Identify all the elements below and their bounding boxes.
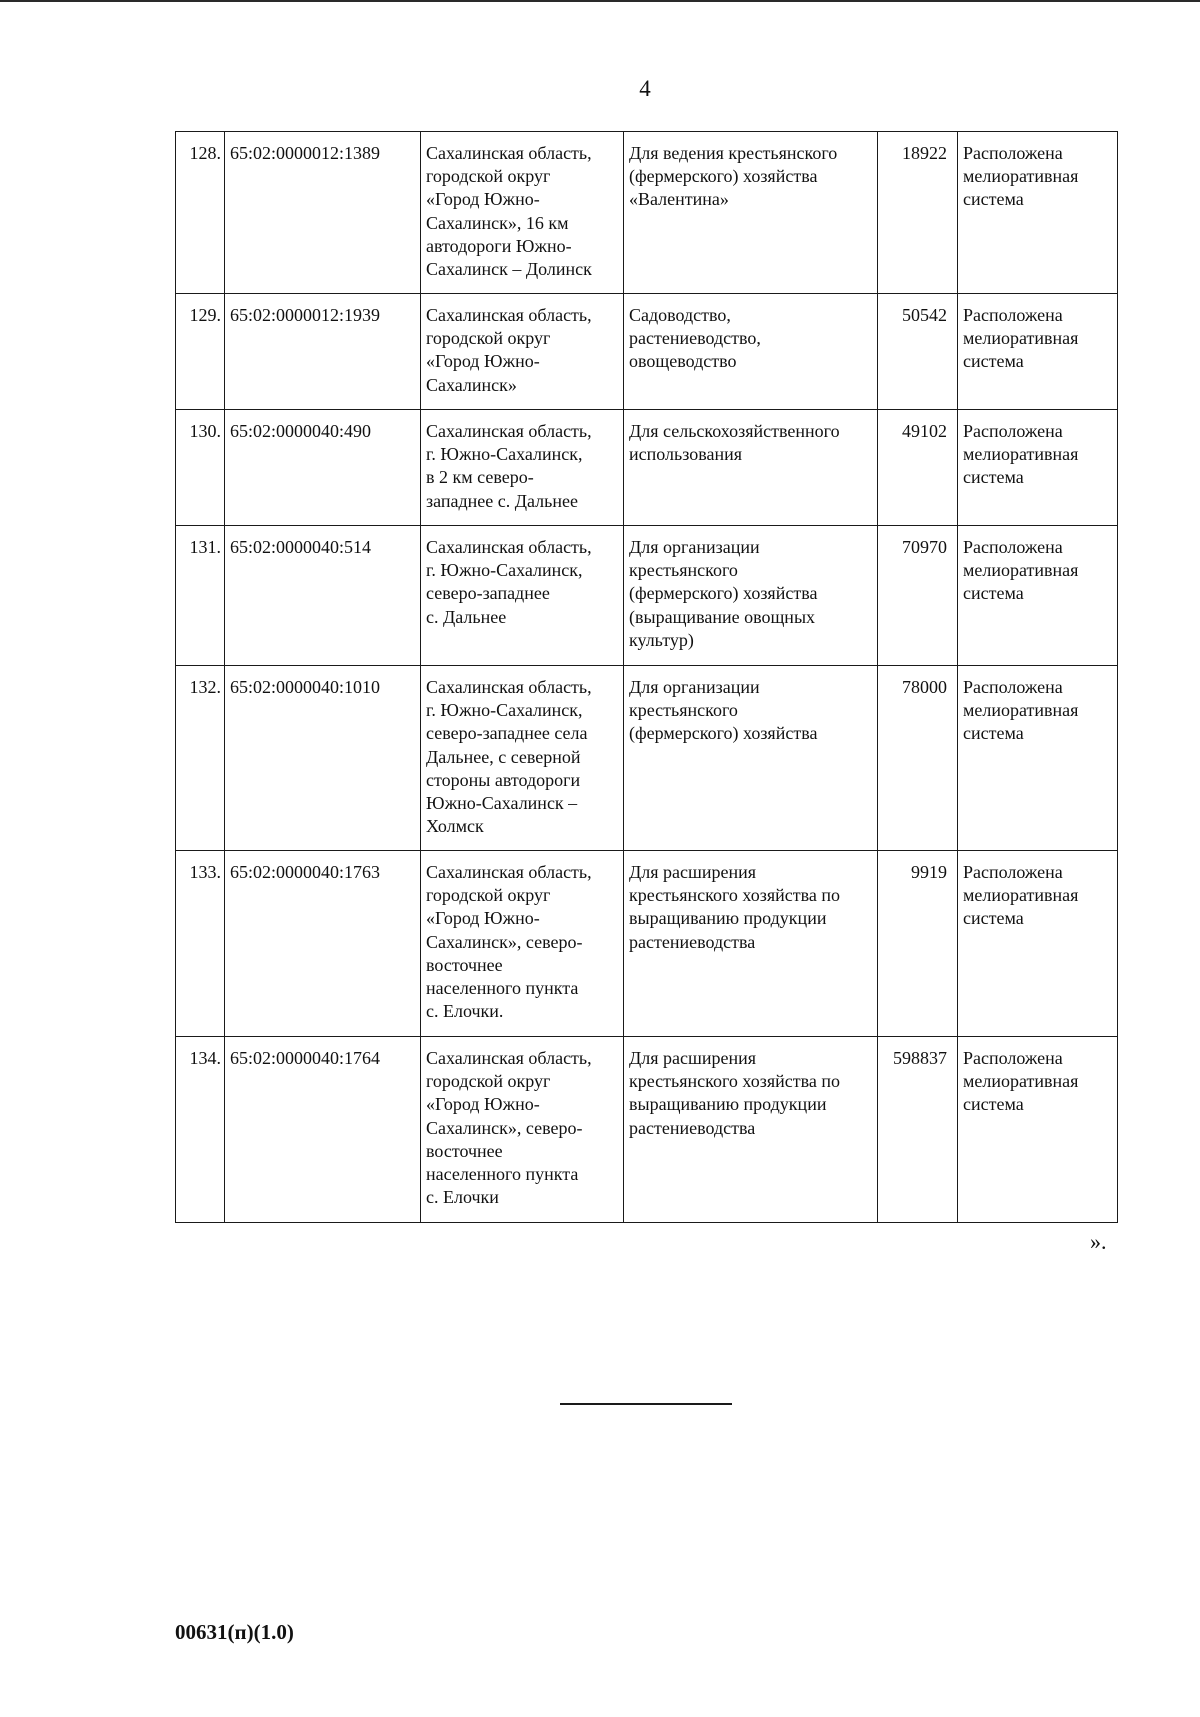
row-number-cell: 130. xyxy=(176,410,225,526)
area-cell: 9919 xyxy=(878,851,958,1037)
document-code: 00631(п)(1.0) xyxy=(175,1620,294,1644)
location-cell-line: Сахалинская область, xyxy=(426,305,592,325)
cadastral-number-cell: 65:02:0000040:1763 xyxy=(225,851,421,1037)
table-row xyxy=(176,1037,1118,1223)
permitted-use-cell-line: Для расширения xyxy=(629,1048,757,1068)
note-cell-line: Расположена xyxy=(963,143,1063,163)
note-cell-line: мелиоративная xyxy=(963,444,1079,465)
location-cell-line: Сахалинская область, xyxy=(426,537,592,557)
permitted-use-cell-line: Для сельскохозяйственного xyxy=(629,421,840,441)
row-number-cell: 128. xyxy=(176,132,225,294)
location-cell-line: городской округ xyxy=(426,328,551,349)
permitted-use-cell-line: (фермерского) хозяйства xyxy=(629,166,818,187)
location-cell xyxy=(421,666,624,851)
permitted-use-cell-line: Для ведения крестьянского xyxy=(629,143,838,163)
location-cell-line: городской округ xyxy=(426,166,551,187)
area-cell: 50542 xyxy=(878,294,958,410)
location-cell-line: Сахалинск», 16 км xyxy=(426,212,569,233)
note-cell xyxy=(958,526,1118,666)
location-cell-line: Сахалинск» xyxy=(426,374,517,395)
note-cell-line: мелиоративная xyxy=(963,560,1079,581)
location-cell xyxy=(421,132,624,294)
row-number-cell: 129. xyxy=(176,294,225,410)
location-cell-line: в 2 км северо- xyxy=(426,467,534,488)
permitted-use-cell-line: выращиванию продукции xyxy=(629,1094,827,1115)
permitted-use-cell-line: (фермерского) хозяйства xyxy=(629,723,818,744)
permitted-use-cell-line: растениеводство, xyxy=(629,328,761,349)
location-cell-line: Сахалинск», северо- xyxy=(426,931,583,952)
note-cell-line: Расположена xyxy=(963,1048,1063,1068)
location-cell xyxy=(421,851,624,1037)
permitted-use-cell xyxy=(624,851,878,1037)
permitted-use-cell-line: овощеводство xyxy=(629,351,737,372)
location-cell-line: с. Дальнее xyxy=(426,606,507,627)
note-cell xyxy=(958,294,1118,410)
note-cell-line: мелиоративная xyxy=(963,885,1079,906)
permitted-use-cell xyxy=(624,410,878,526)
location-cell-line: Сахалинская область, xyxy=(426,1048,592,1068)
permitted-use-cell-line: Садоводство, xyxy=(629,305,731,325)
location-cell-line: Южно-Сахалинск – xyxy=(426,793,578,814)
location-cell-line: населенного пункта xyxy=(426,978,579,999)
location-cell-line: г. Южно-Сахалинск, xyxy=(426,444,583,465)
cadastral-number-cell: 65:02:0000040:514 xyxy=(225,526,421,666)
location-cell-line: Сахалинск – Долинск xyxy=(426,259,592,280)
location-cell-line: с. Елочки. xyxy=(426,1001,504,1022)
permitted-use-cell-line: крестьянского xyxy=(629,700,738,721)
note-cell-line: Расположена xyxy=(963,421,1063,441)
row-number-cell: 133. xyxy=(176,851,225,1037)
table-row xyxy=(176,410,1118,526)
note-cell-line: мелиоративная xyxy=(963,1071,1079,1092)
note-cell-line: система xyxy=(963,1094,1024,1115)
location-cell-line: Дальнее, с северной xyxy=(426,746,581,767)
area-cell: 70970 xyxy=(878,526,958,666)
cadastral-number-cell: 65:02:0000040:1764 xyxy=(225,1037,421,1223)
page-number: 4 xyxy=(639,76,651,101)
location-cell-line: Сахалинская область, xyxy=(426,143,592,163)
note-cell-line: система xyxy=(963,723,1024,744)
permitted-use-cell-line: крестьянского хозяйства по xyxy=(629,885,840,906)
cadastral-number-cell: 65:02:0000012:1389 xyxy=(225,132,421,294)
location-cell-line: населенного пункта xyxy=(426,1164,579,1185)
note-cell-line: система xyxy=(963,583,1024,604)
location-cell-line: Сахалинская область, xyxy=(426,862,592,882)
permitted-use-cell-line: (выращивание овощных xyxy=(629,606,816,627)
note-cell-line: мелиоративная xyxy=(963,166,1079,187)
table-row xyxy=(176,526,1118,666)
permitted-use-cell xyxy=(624,294,878,410)
area-cell: 598837 xyxy=(878,1037,958,1223)
area-cell: 78000 xyxy=(878,666,958,851)
table-row xyxy=(176,666,1118,851)
permitted-use-cell xyxy=(624,132,878,294)
location-cell-line: Сахалинская область, xyxy=(426,677,592,697)
row-number-cell: 134. xyxy=(176,1037,225,1223)
location-cell xyxy=(421,526,624,666)
location-cell-line: городской округ xyxy=(426,1071,551,1092)
note-cell-line: система xyxy=(963,189,1024,210)
note-cell xyxy=(958,851,1118,1037)
permitted-use-cell-line: крестьянского хозяйства по xyxy=(629,1071,840,1092)
note-cell xyxy=(958,410,1118,526)
note-cell-line: система xyxy=(963,908,1024,929)
permitted-use-cell xyxy=(624,1037,878,1223)
permitted-use-cell-line: растениеводства xyxy=(629,931,756,952)
note-cell-line: Расположена xyxy=(963,862,1063,882)
cadastral-number-cell: 65:02:0000040:1010 xyxy=(225,666,421,851)
location-cell-line: восточнее xyxy=(426,1140,503,1161)
row-number-cell: 131. xyxy=(176,526,225,666)
location-cell xyxy=(421,1037,624,1223)
permitted-use-cell-line: Для организации xyxy=(629,677,760,697)
note-cell xyxy=(958,132,1118,294)
location-cell-line: «Город Южно- xyxy=(426,908,540,929)
location-cell-line: Холмск xyxy=(426,816,484,837)
note-cell-line: мелиоративная xyxy=(963,328,1079,349)
location-cell-line: «Город Южно- xyxy=(426,351,540,372)
area-cell: 49102 xyxy=(878,410,958,526)
permitted-use-cell-line: выращиванию продукции xyxy=(629,908,827,929)
table-body xyxy=(176,132,1118,1223)
note-cell-line: Расположена xyxy=(963,305,1063,325)
location-cell-line: Сахалинск», северо- xyxy=(426,1117,583,1138)
location-cell-line: городской округ xyxy=(426,885,551,906)
permitted-use-cell-line: «Валентина» xyxy=(629,189,729,210)
permitted-use-cell-line: Для расширения xyxy=(629,862,757,882)
permitted-use-cell-line: Для организации xyxy=(629,537,760,557)
end-of-document-line xyxy=(560,1403,732,1405)
permitted-use-cell-line: (фермерского) хозяйства xyxy=(629,583,818,604)
permitted-use-cell-line: крестьянского xyxy=(629,560,738,581)
closing-quote: ». xyxy=(1090,1229,1107,1254)
cadastral-number-cell: 65:02:0000012:1939 xyxy=(225,294,421,410)
location-cell xyxy=(421,410,624,526)
permitted-use-cell-line: использования xyxy=(629,444,743,465)
note-cell-line: мелиоративная xyxy=(963,700,1079,721)
location-cell-line: северо-западнее села xyxy=(426,723,588,744)
location-cell-line: стороны автодороги xyxy=(426,769,581,790)
note-cell-line: система xyxy=(963,467,1024,488)
location-cell-line: «Город Южно- xyxy=(426,189,540,210)
location-cell-line: северо-западнее xyxy=(426,583,550,604)
top-border-line xyxy=(0,0,1200,2)
location-cell-line: г. Южно-Сахалинск, xyxy=(426,700,583,721)
permitted-use-cell-line: культур) xyxy=(629,629,694,650)
location-cell-line: «Город Южно- xyxy=(426,1094,540,1115)
location-cell-line: автодороги Южно- xyxy=(426,235,572,256)
row-number-cell: 132. xyxy=(176,666,225,851)
table-row xyxy=(176,851,1118,1037)
permitted-use-cell-line: растениеводства xyxy=(629,1117,756,1138)
location-cell-line: восточнее xyxy=(426,954,503,975)
table-row xyxy=(176,132,1118,294)
note-cell-line: Расположена xyxy=(963,677,1063,697)
note-cell-line: Расположена xyxy=(963,537,1063,557)
land-plots-table xyxy=(175,131,1118,1223)
area-cell: 18922 xyxy=(878,132,958,294)
note-cell xyxy=(958,666,1118,851)
location-cell-line: с. Елочки xyxy=(426,1187,499,1208)
location-cell-line: г. Южно-Сахалинск, xyxy=(426,560,583,581)
location-cell xyxy=(421,294,624,410)
note-cell xyxy=(958,1037,1118,1223)
permitted-use-cell xyxy=(624,526,878,666)
cadastral-number-cell: 65:02:0000040:490 xyxy=(225,410,421,526)
table-row xyxy=(176,294,1118,410)
permitted-use-cell xyxy=(624,666,878,851)
location-cell-line: западнее с. Дальнее xyxy=(426,490,578,511)
note-cell-line: система xyxy=(963,351,1024,372)
location-cell-line: Сахалинская область, xyxy=(426,421,592,441)
